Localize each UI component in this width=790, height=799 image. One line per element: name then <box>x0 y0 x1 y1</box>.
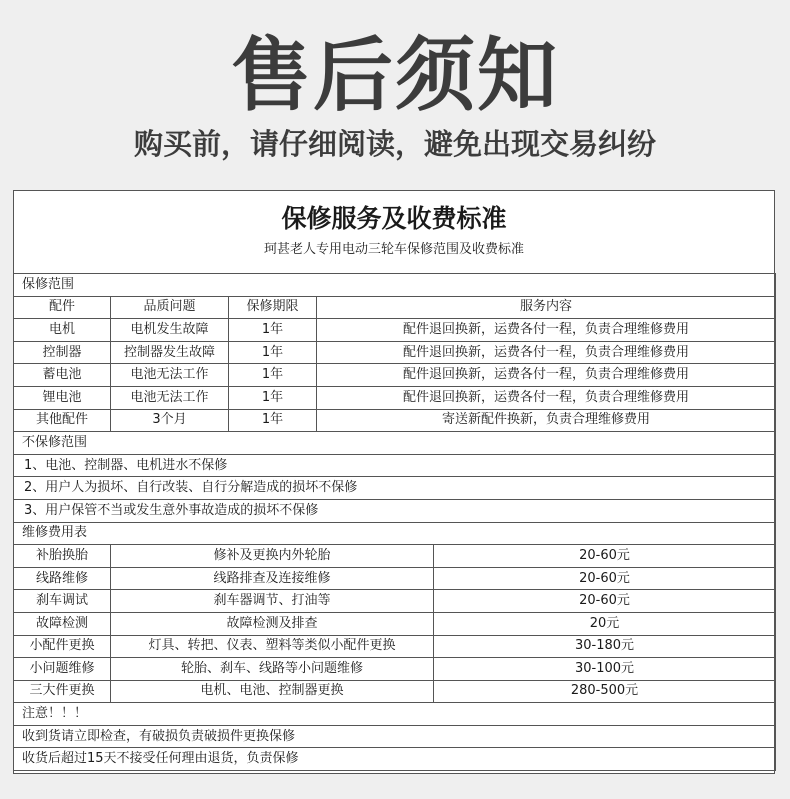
fee-row <box>14 567 776 590</box>
fee-row <box>14 635 776 658</box>
cell-issue: 控制器发生故障 <box>111 341 229 364</box>
table-row <box>14 341 776 364</box>
fee-desc: 故障检测及排查 <box>111 612 434 635</box>
header-part: 配件 <box>14 296 111 319</box>
fee-desc: 轮胎、刹车、线路等小问题维修 <box>111 658 434 681</box>
fee-item: 补胎换胎 <box>14 545 111 568</box>
list-item <box>14 499 776 522</box>
cell-issue: 3个月 <box>111 409 229 432</box>
table-header-row <box>14 296 776 319</box>
exclusion-item: 3、用户保管不当或发生意外事故造成的损坏不保修 <box>14 499 776 522</box>
section-row <box>14 432 776 455</box>
section-label-warranty: 保修范围 <box>14 274 776 297</box>
section-row <box>14 522 776 545</box>
cell-period: 1年 <box>229 341 317 364</box>
cell-period: 1年 <box>229 364 317 387</box>
list-item <box>14 725 776 748</box>
cell-issue: 电机发生故障 <box>111 319 229 342</box>
page-subtitle: 购买前，请仔细阅读，避免出现交易纠纷 <box>133 127 656 161</box>
fee-item: 故障检测 <box>14 612 111 635</box>
exclusion-item: 2、用户人为损坏、自行改装、自行分解造成的损坏不保修 <box>14 477 776 500</box>
fee-price: 20元 <box>434 612 776 635</box>
fee-desc: 刹车器调节、打油等 <box>111 590 434 613</box>
cell-service: 配件退回换新，运费各付一程，负责合理维修费用 <box>317 386 776 409</box>
fee-desc: 线路排查及连接维修 <box>111 567 434 590</box>
section-row <box>14 703 776 726</box>
cell-issue: 电池无法工作 <box>111 386 229 409</box>
fee-row <box>14 545 776 568</box>
fee-row <box>14 612 776 635</box>
exclusion-item: 1、电池、控制器、电机进水不保修 <box>14 454 776 477</box>
sheet-subtitle: 珂甚老人专用电动三轮车保修范围及收费标准 <box>263 242 524 257</box>
fee-desc: 修补及更换内外轮胎 <box>111 545 434 568</box>
section-label-notice: 注意！！！ <box>14 703 776 726</box>
cell-period: 1年 <box>229 409 317 432</box>
notice-item: 收货后超过15天不接受任何理由退货，负责保修 <box>14 748 776 771</box>
warranty-table <box>13 273 776 771</box>
cell-service: 配件退回换新，运费各付一程，负责合理维修费用 <box>317 319 776 342</box>
cell-service: 配件退回换新，运费各付一程，负责合理维修费用 <box>317 364 776 387</box>
cell-service: 配件退回换新，运费各付一程，负责合理维修费用 <box>317 341 776 364</box>
table-row <box>14 386 776 409</box>
cell-issue: 电池无法工作 <box>111 364 229 387</box>
fee-price: 30-100元 <box>434 658 776 681</box>
notice-item: 收到货请立即检查，有破损负责破损件更换保修 <box>14 725 776 748</box>
cell-part: 其他配件 <box>14 409 111 432</box>
cell-part: 电机 <box>14 319 111 342</box>
fee-item: 刹车调试 <box>14 590 111 613</box>
fee-row <box>14 658 776 681</box>
fee-row <box>14 590 776 613</box>
cell-period: 1年 <box>229 319 317 342</box>
list-item <box>14 454 776 477</box>
section-label-fees: 维修费用表 <box>14 522 776 545</box>
fee-item: 小配件更换 <box>14 635 111 658</box>
fee-desc: 灯具、转把、仪表、塑料等类似小配件更换 <box>111 635 434 658</box>
sheet-title: 保修服务及收费标准 <box>281 204 507 233</box>
list-item <box>14 477 776 500</box>
fee-price: 30-180元 <box>434 635 776 658</box>
section-row <box>14 274 776 297</box>
fee-price: 20-60元 <box>434 590 776 613</box>
fee-desc: 电机、电池、控制器更换 <box>111 680 434 703</box>
fee-item: 三大件更换 <box>14 680 111 703</box>
header-issue: 品质问题 <box>111 296 229 319</box>
section-label-exclusions: 不保修范围 <box>14 432 776 455</box>
table-row <box>14 319 776 342</box>
fee-item: 小问题维修 <box>14 658 111 681</box>
fee-price: 280-500元 <box>434 680 776 703</box>
warranty-sheet <box>13 190 775 774</box>
page-title: 售后须知 <box>231 29 559 122</box>
cell-service: 寄送新配件换新，负责合理维修费用 <box>317 409 776 432</box>
cell-part: 锂电池 <box>14 386 111 409</box>
table-row <box>14 364 776 387</box>
table-row <box>14 409 776 432</box>
fee-price: 20-60元 <box>434 567 776 590</box>
cell-part: 控制器 <box>14 341 111 364</box>
fee-price: 20-60元 <box>434 545 776 568</box>
header-period: 保修期限 <box>229 296 317 319</box>
header-service: 服务内容 <box>317 296 776 319</box>
cell-part: 蓄电池 <box>14 364 111 387</box>
list-item <box>14 748 776 771</box>
fee-item: 线路维修 <box>14 567 111 590</box>
cell-period: 1年 <box>229 386 317 409</box>
fee-row <box>14 680 776 703</box>
